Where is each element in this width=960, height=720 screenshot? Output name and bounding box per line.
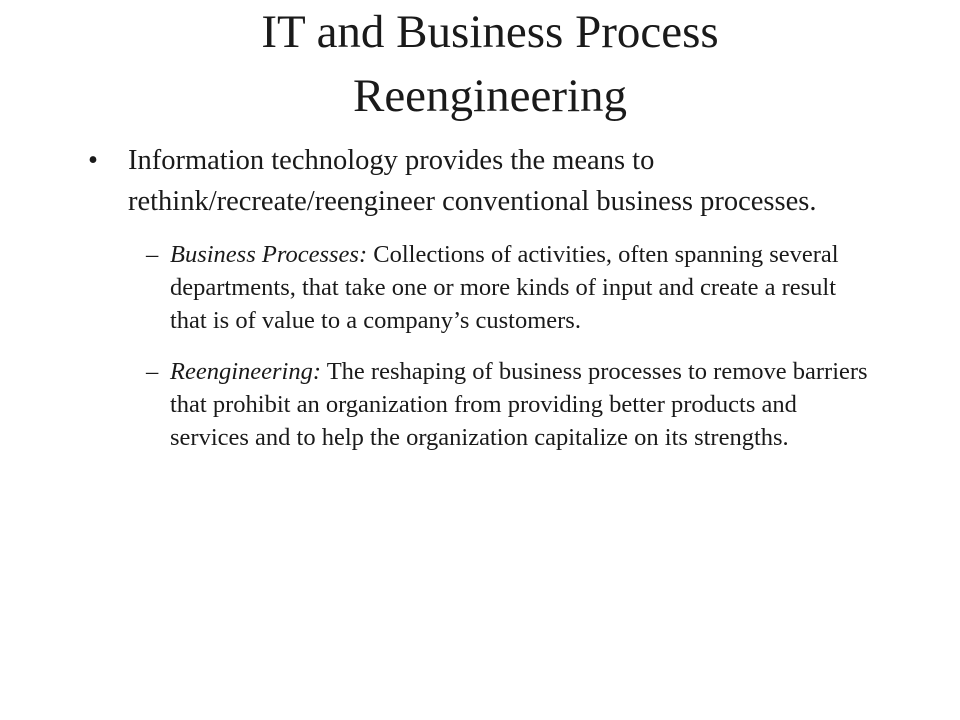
bullet-marker: •: [88, 145, 98, 176]
slide-body: [88, 140, 878, 472]
term-business-processes: Business Processes:: [170, 241, 368, 268]
definition-business-processes: Collections of activities, often spanning several departments, that take one or more kinds of input and create a result that is of value to a company’s customers.: [170, 241, 839, 334]
dash-marker: –: [146, 358, 159, 385]
bullet-item: [88, 140, 878, 222]
slide-title-line-2: Reengineering: [352, 70, 628, 122]
sub-bullet-business-processes: [88, 238, 878, 337]
sub-bullet-reengineering: [88, 355, 878, 454]
slide-title-line-1: IT and Business Process: [261, 6, 719, 58]
slide-title: [80, 0, 900, 128]
sub-bullet-list: [88, 238, 878, 454]
definition-reengineering: The reshaping of business processes to remove barriers that prohibit an organization from providing better products and services and to help the organization capitalize on its strengths.: [170, 358, 868, 451]
bullet-text: Information technology provides the means to rethink/recreate/reengineer conventional business processes.: [128, 145, 817, 217]
term-reengineering: Reengineering:: [170, 358, 322, 385]
dash-marker: –: [146, 241, 159, 268]
